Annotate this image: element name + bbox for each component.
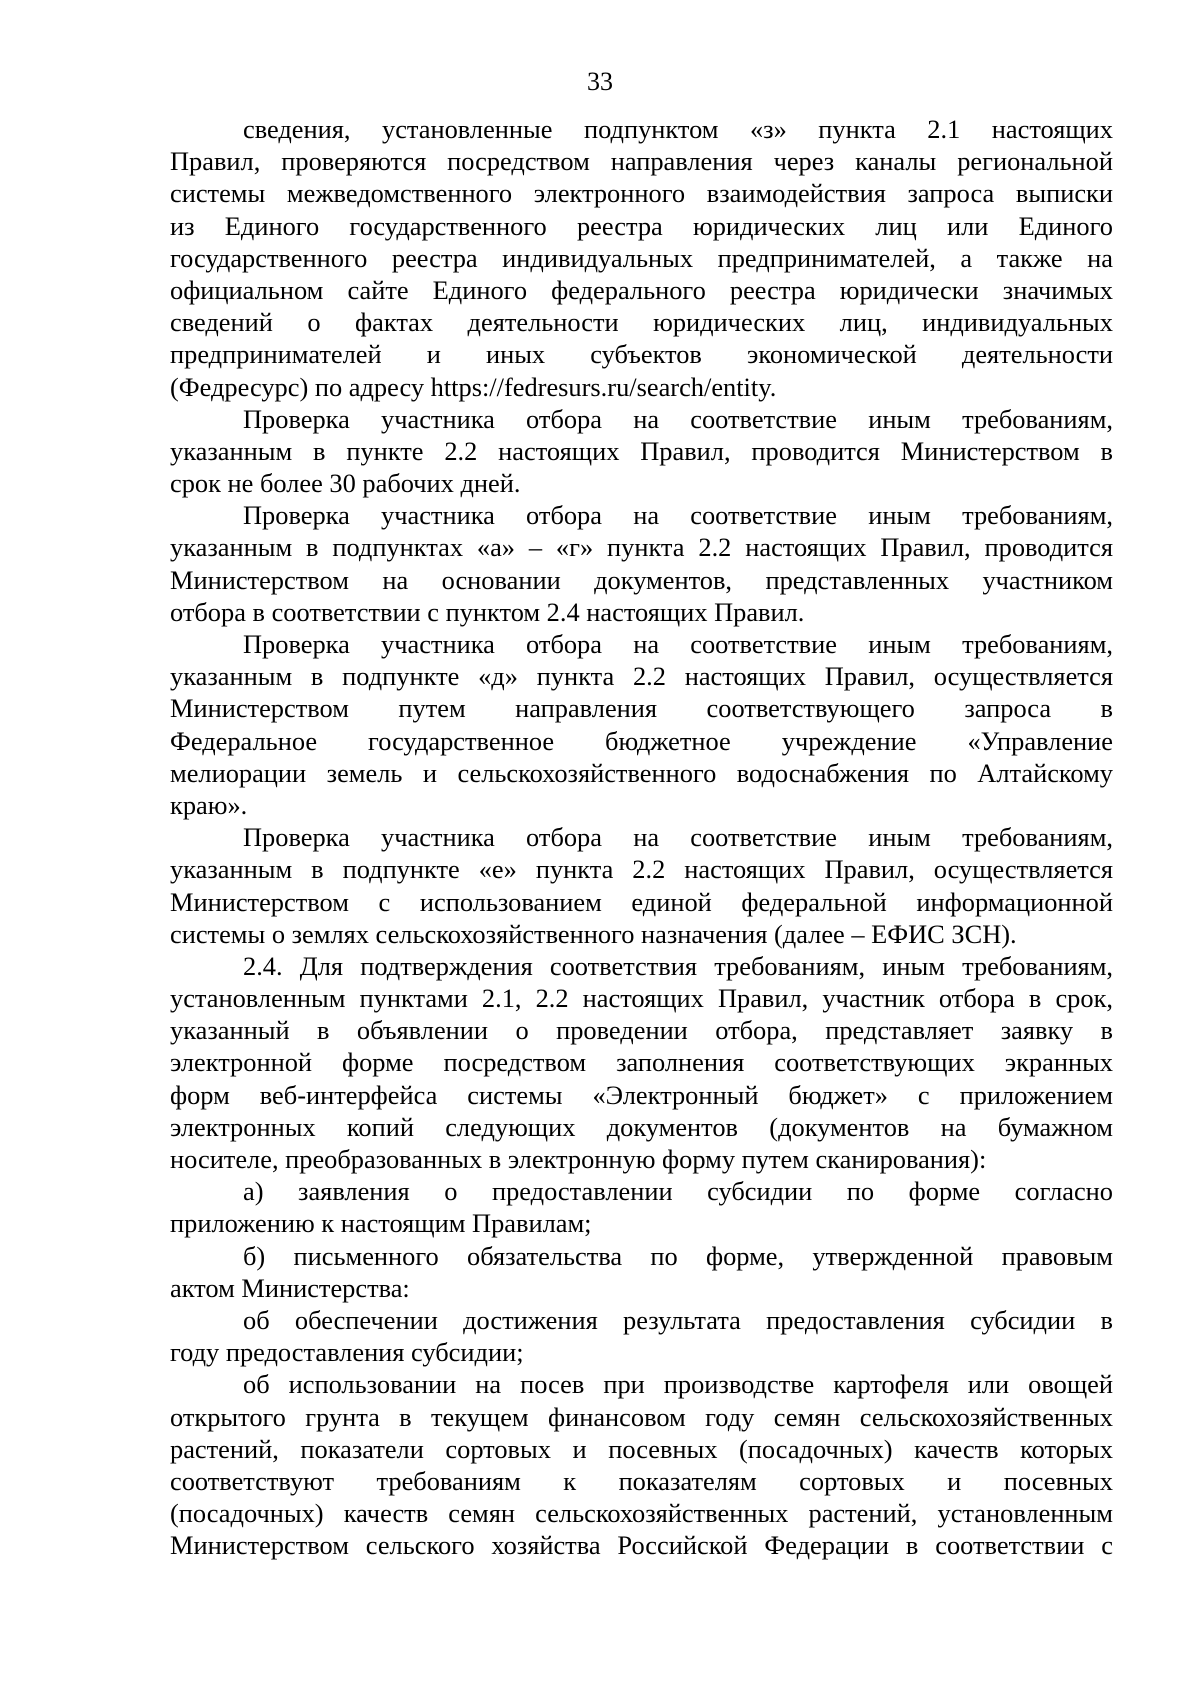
text-line: б) письменного обязательства по форме, утвержденной правовым [243, 1240, 1113, 1271]
text-line: Министерством на основании документов, представленных участником [170, 564, 1113, 595]
paragraph [170, 628, 1113, 821]
text-line: отбора в соответствии с пунктом 2.4 настоящих Правил. [170, 596, 805, 627]
text-line: Проверка участника отбора на соответствие иным требованиям, [243, 403, 1113, 434]
text-line: краю». [170, 789, 248, 820]
paragraph [170, 1368, 1113, 1561]
text-line: приложению к настоящим Правилам; [170, 1208, 592, 1239]
text-line: соответствуют требованиям к показателям сортовых и посевных [170, 1465, 1113, 1496]
text-line: системы межведомственного электронного взаимодействия запроса выписки [170, 178, 1113, 209]
text-line: актом Министерства: [170, 1272, 410, 1303]
page-number: 33 [587, 67, 613, 96]
text-line: из Единого государственного реестра юридических лиц или Единого [170, 210, 1113, 241]
paragraph [170, 950, 1113, 1175]
text-line: официальном сайте Единого федерального реестра юридически значимых [170, 274, 1113, 305]
text-line: указанным в подпунктах «а» – «г» пункта 2.2 настоящих Правил, проводится [170, 532, 1113, 563]
text-line: носителе, преобразованных в электронную форму путем сканирования): [170, 1144, 987, 1174]
text-line: указанным в подпункте «е» пункта 2.2 настоящих Правил, осуществляется [170, 854, 1113, 885]
text-line: указанный в объявлении о проведении отбора, представляет заявку в [170, 1015, 1113, 1046]
text-line: указанным в подпункте «д» пункта 2.2 настоящих Правил, осуществляется [170, 661, 1113, 692]
paragraph [170, 821, 1113, 950]
text-line: форм веб-интерфейса системы «Электронный бюджет» с приложением [170, 1079, 1113, 1110]
text-line: а) заявления о предоставлении субсидии по форме согласно [243, 1176, 1113, 1207]
text-line: электронных копий следующих документов (документов на бумажном [170, 1111, 1113, 1142]
document-body [170, 113, 1113, 1561]
text-line: мелиорации земель и сельскохозяйственного водоснабжения по Алтайскому [170, 757, 1113, 788]
text-line: об использовании на посев при производстве картофеля или овощей [243, 1369, 1113, 1400]
paragraph [170, 403, 1113, 500]
text-line: Министерством с использованием единой федеральной информационной [170, 886, 1113, 917]
text-line: 2.4. Для подтверждения соответствия требованиям, иным требованиям, [243, 950, 1113, 981]
text-line: установленным пунктами 2.1, 2.2 настоящих Правил, участник отбора в срок, [170, 983, 1113, 1014]
text-line: открытого грунта в текущем финансовом году семян сельскохозяйственных [170, 1401, 1113, 1432]
text-line: Министерством путем направления соответствующего запроса в [170, 693, 1113, 724]
text-line: году предоставления субсидии; [170, 1337, 524, 1368]
text-line: предпринимателей и иных субъектов экономической деятельности [170, 339, 1113, 370]
text-line: сведения, установленные подпунктом «з» пункта 2.1 настоящих [243, 114, 1113, 144]
text-line: системы о землях сельскохозяйственного назначения (далее – ЕФИС ЗСН). [170, 918, 1017, 949]
paragraph [170, 1240, 1113, 1304]
text-line: (Федресурс) по адресу https://fedresurs.ru/search/entity. [170, 371, 777, 402]
text-line: Проверка участника отбора на соответствие иным требованиям, [243, 822, 1113, 853]
text-line: электронной форме посредством заполнения соответствующих экранных [170, 1047, 1113, 1078]
text-line: растений, показатели сортовых и посевных (посадочных) качеств которых [170, 1433, 1113, 1464]
text-line: (посадочных) качеств семян сельскохозяйственных растений, установленным [170, 1498, 1113, 1529]
text-line: государственного реестра индивидуальных предпринимателей, а также на [170, 242, 1113, 273]
text-line: об обеспечении достижения результата предоставления субсидии в [243, 1304, 1113, 1335]
text-line: Проверка участника отбора на соответствие иным требованиям, [243, 500, 1113, 531]
text-line: сведений о фактах деятельности юридических лиц, индивидуальных [170, 307, 1113, 338]
text-line: Министерством сельского хозяйства Российской Федерации в соответствии с [170, 1530, 1113, 1561]
paragraph [170, 499, 1113, 628]
text-line: Федеральное государственное бюджетное учреждение «Управление [170, 725, 1113, 756]
paragraph [170, 1175, 1113, 1239]
text-line: Правил, проверяются посредством направления через каналы региональной [170, 146, 1113, 177]
paragraph [170, 113, 1113, 403]
text-line: срок не более 30 рабочих дней. [170, 468, 521, 499]
text-line: Проверка участника отбора на соответствие иным требованиям, [243, 629, 1113, 659]
paragraph [170, 1304, 1113, 1368]
text-line: указанным в пункте 2.2 настоящих Правил, проводится Министерством в [170, 435, 1113, 466]
